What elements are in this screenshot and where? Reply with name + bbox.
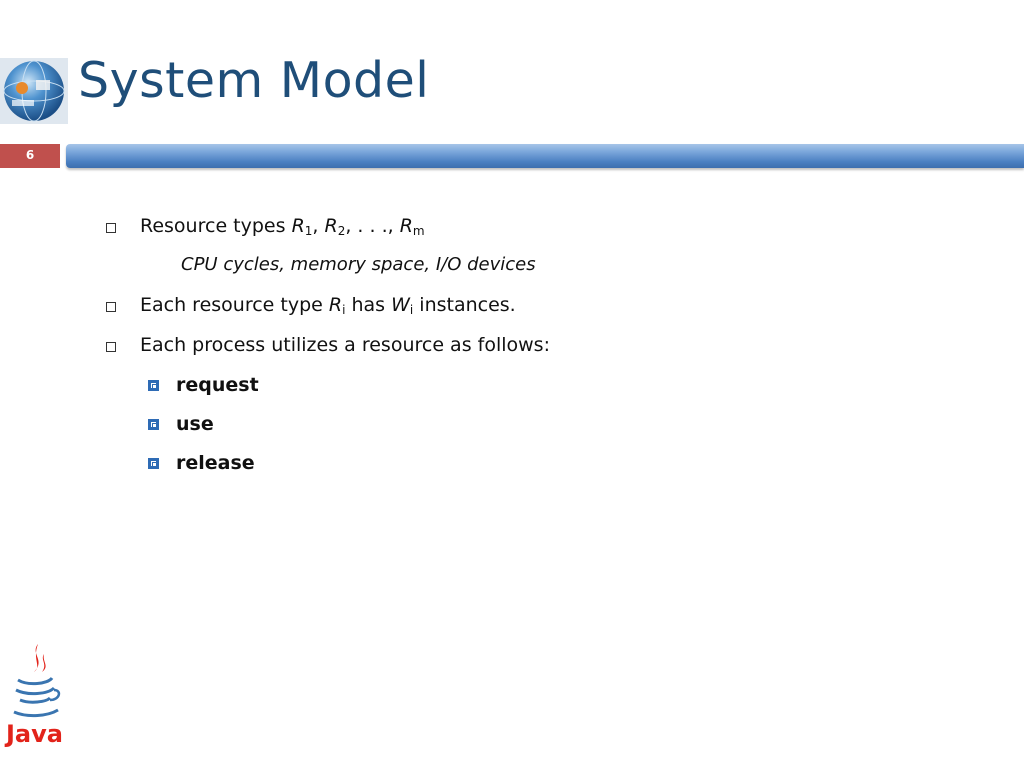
java-logo-text: Java	[6, 720, 63, 748]
sub-bullet-icon	[148, 458, 159, 469]
bullet-resource-instances: Each resource type $R_i$ has $W_i$ instances.	[140, 294, 516, 317]
sub-bullet-icon	[148, 380, 159, 391]
bullet-resource-types: Resource types $R_1$, $R_2$, . . ., $R_m$	[140, 215, 425, 238]
resource-examples: CPU cycles, memory space, I/O devices	[181, 254, 536, 275]
sub-bullet-icon	[148, 419, 159, 430]
slide-number: 6	[0, 144, 60, 168]
java-logo-icon	[4, 640, 66, 750]
bullet-square-icon	[106, 223, 116, 233]
bullet-square-icon	[106, 302, 116, 312]
bullet-process-utilizes: Each process utilizes a resource as follows:	[140, 334, 550, 356]
bullet-square-icon	[106, 342, 116, 352]
step-release: release	[176, 452, 255, 474]
step-use: use	[176, 413, 214, 435]
slide-title: System Model	[78, 52, 430, 109]
step-request: request	[176, 374, 259, 396]
